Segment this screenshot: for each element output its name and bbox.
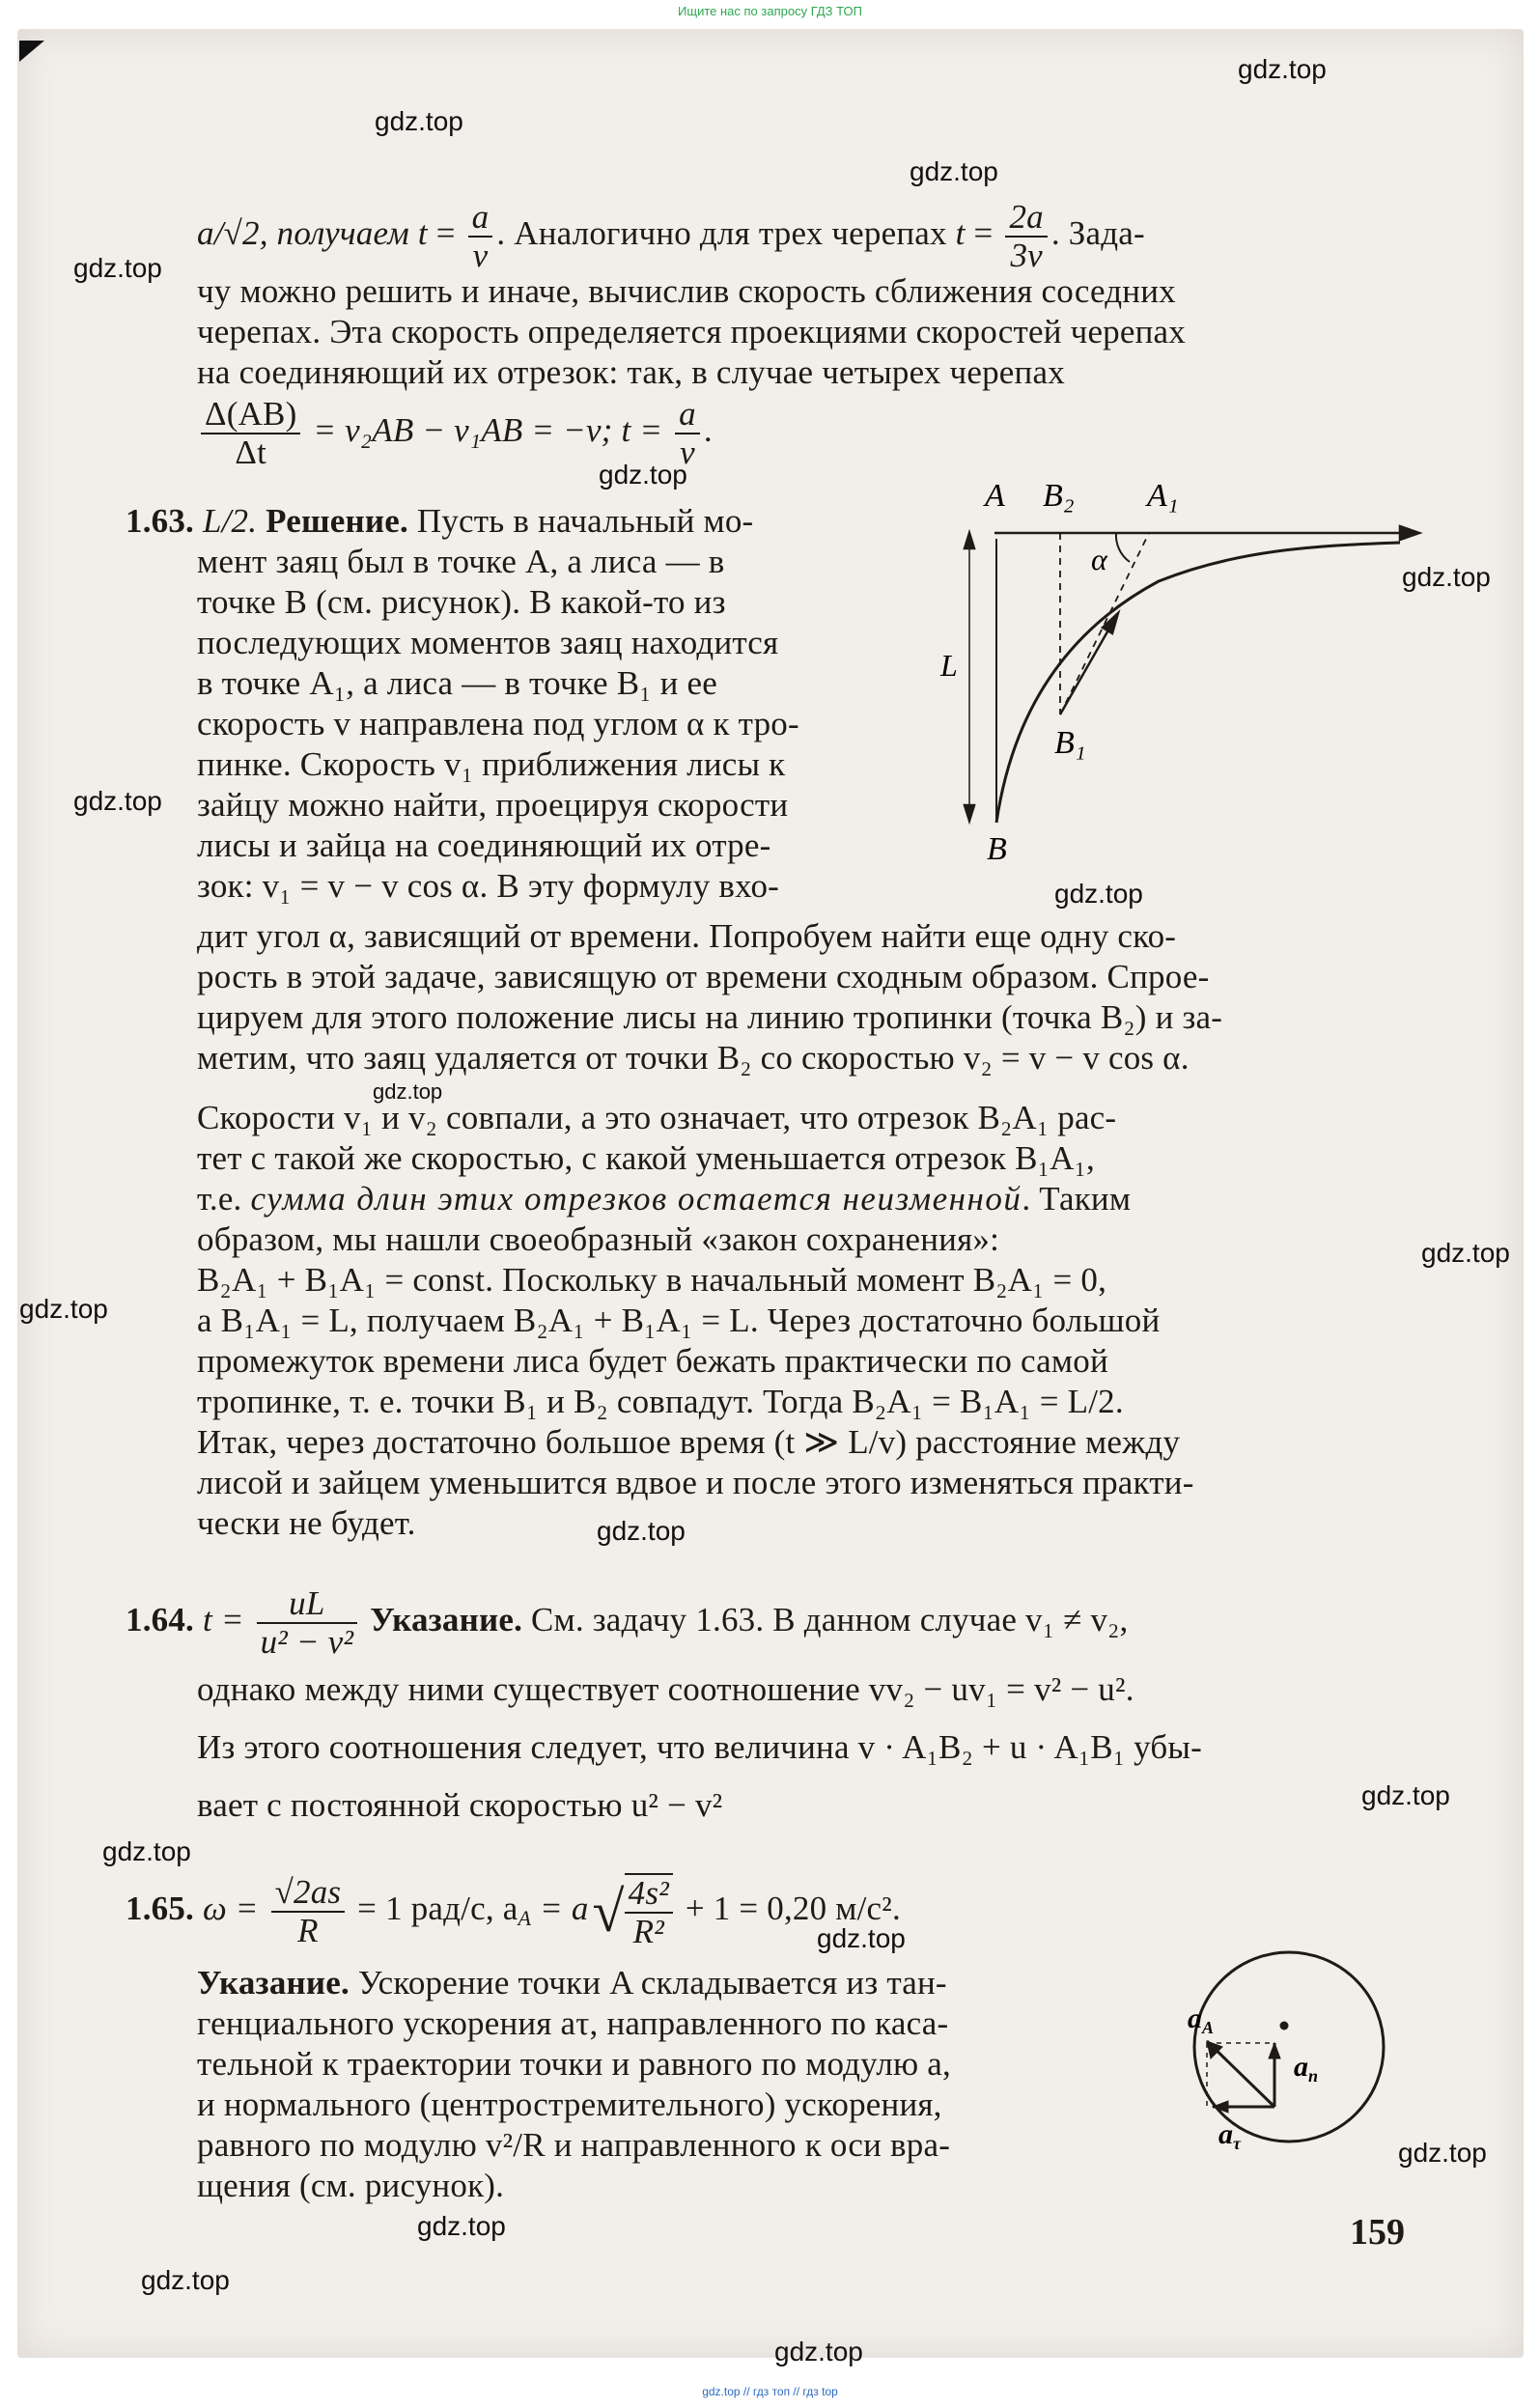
label-L: L [940,648,958,683]
text-line: образом, мы нашли своеобразный «закон сохранения»: [197,1220,1000,1258]
watermark: gdz.top [1361,1780,1450,1810]
text-line: Итак, через достаточно большое время (t ≫ L/v) расстояние между [197,1423,1181,1461]
text-line: Скорости v₁ и v₂ совпали, а это означает, что отрезок B₂A₁ рас- [197,1099,1117,1136]
text-line: лисы и зайца на соединяющий их отре- [197,826,771,864]
label-B: B [987,831,1007,867]
text-line: дит угол α, зависящий от времени. Попробуем найти еще одну ско- [197,917,1177,955]
problem-1-63-first-line: 1.63. L/2. Решение. Пусть в начальный мо- [126,502,754,540]
watermark: gdz.top [1402,562,1491,592]
text-line: рость в этой задаче, зависящую от времени сходным образом. Спрое- [197,958,1210,995]
problem-1-65-first-line: 1.65. ω = $\frac{√2as}{R}$ = 1 рад/с, $a_A = a√$ $\frac{\text{4s²}}{\text{R²}}$ + 1 = 0,20 м/с². [126,1873,901,1950]
text-line: скорость v направлена под углом α к тро- [197,705,799,742]
text-line: Указание. Ускорение точки A складывается из тан- [197,1964,947,2002]
label-A: A [985,478,1005,514]
text-line: точке B (см. рисунок). В какой-то из [197,583,726,621]
text-line: т.е. сумма длин этих отрезков остается неизменной. Таким [197,1180,1132,1218]
text-line: B₂A₁ + B₁A₁ = const. Поскольку в начальный момент B₂A₁ = 0, [197,1261,1107,1299]
watermark: gdz.top [141,2265,230,2295]
text-line: тет с такой же скоростью, с какой уменьшается отрезок B₁A₁, [197,1139,1095,1177]
text-line-5: $\frac{\Delta(AB)}{\Delta t}$ = v₂AB − v₁AB = −v; t = $\frac{a}{v}$ . [197,396,713,471]
text-line: однако между ними существует соотношение vv₂ − uv₁ = v² − u². [197,1670,1134,1708]
watermark: gdz.top [1421,1238,1510,1268]
label-B2: B₂ [1043,478,1075,514]
label-at: $a_\tau$ [1218,2118,1241,2153]
text-line: последующих моментов заяц находится [197,624,779,661]
label-aA: $a_A$ [1188,2002,1215,2037]
text-line: равного по модулю v²/R и направленного к оси вра- [197,2126,951,2164]
bottom-banner[interactable]: gdz.top // гдз топ // гдз top [702,2385,838,2398]
watermark: gdz.top [910,156,998,186]
text-line: зок: v₁ = v − v cos α. В эту формулу вхо- [197,867,779,905]
figure-circular-acceleration [1168,1950,1410,2153]
text-line: мент заяц был в точке A, а лиса — в [197,543,725,580]
text-line: зайцу можно найти, проецируя скорости [197,786,789,824]
watermark: gdz.top [817,1923,906,1953]
problem-1-64-first-line: 1.64. t = $\frac{uL}{\text{u² − v²}}$ Указание. См. задачу 1.63. В данном случае v₁ ≠ v₂, [126,1584,1129,1661]
watermark: gdz.top [599,460,687,490]
watermark: gdz.top [102,1836,191,1866]
figure-hare-fox [940,473,1448,888]
text-line: генциального ускорения aτ, направленного по каса- [197,2004,949,2042]
watermark: gdz.top [597,1516,686,1546]
text-line: а B₁A₁ = L, получаем B₂A₁ + B₁A₁ = L. Через достаточно большой [197,1302,1161,1339]
fraction: $\frac{\text{4s²}}{\text{R²}}$ [625,1873,673,1950]
text-line: пинке. Скорость v₁ приближения лисы к [197,745,786,783]
watermark: gdz.top [1398,2138,1487,2168]
page-number: 159 [1350,2212,1405,2253]
watermark: gdz.top [774,2337,863,2366]
text-line: чу можно решить и иначе, вычислив скорость сближения соседних [197,272,1176,310]
fraction: $\frac{a}{v}$ [468,199,493,274]
label-B1: B₁ [1054,725,1086,761]
text-line: тельной к траектории точки и равного по модулю a, [197,2045,951,2083]
fraction: $\frac{a}{v}$ [675,396,700,471]
sqrt-sign: √ [592,1880,625,1944]
watermark: gdz.top [375,106,463,136]
text-line: метим, что заяц удаляется от точки B₂ со скоростью v₂ = v − v cos α. [197,1039,1190,1077]
text-line: промежуток времени лиса будет бежать практически по самой [197,1342,1108,1380]
text-line: черепах. Эта скорость определяется проекциями скоростей черепах [197,313,1186,350]
watermark: gdz.top [417,2211,506,2241]
text-line: цируем для этого положение лисы на линию тропинки (точка B₂) и за- [197,998,1223,1036]
watermark: gdz.top [373,1079,443,1104]
text-line-1: a/√2, получаем t = $\frac{a}{v}$ . Аналогично для трех черепах t = $\frac{2a}{3v}$ . Зада- [197,198,1145,274]
fraction: $\frac{\Delta(AB)}{\Delta t}$ [201,396,300,471]
top-banner[interactable]: Ищите нас по запросу ГДЗ ТОП [678,4,862,18]
text-line: на соединяющий их отрезок: так, в случае четырех черепах [197,353,1065,391]
label-alpha: α [1091,542,1107,576]
fraction: $\frac{uL}{\text{u² − v²}}$ [257,1585,358,1661]
fraction: $\frac{√2as}{R}$ [271,1874,346,1949]
watermark: gdz.top [1238,54,1327,84]
fraction: $\frac{2a}{3v}$ [1005,199,1047,274]
text-line: щения (см. рисунок). [197,2167,505,2204]
label-an: $a_n$ [1294,2051,1319,2086]
text-line: Из этого соотношения следует, что величина v · A₁B₂ + u · A₁B₁ убы- [197,1728,1202,1766]
text-line: вает с постоянной скоростью u² − v² [197,1786,723,1824]
watermark: gdz.top [73,786,162,816]
label-A1: A₁ [1147,478,1179,514]
watermark: gdz.top [1054,879,1143,909]
text-line: тропинке, т. е. точки B₁ и B₂ совпадут. Тогда B₂A₁ = B₁A₁ = L/2. [197,1383,1124,1420]
watermark: gdz.top [19,1294,108,1324]
page-corner-mark [17,39,46,68]
watermark: gdz.top [73,253,162,283]
text-line: чески не будет. [197,1504,416,1542]
text-line: в точке A₁, а лиса — в точке B₁ и ее [197,664,717,702]
text-line: и нормального (центростремительного) ускорения, [197,2086,942,2123]
text-line: лисой и зайцем уменьшится вдвое и после этого изменяться практи- [197,1464,1194,1501]
